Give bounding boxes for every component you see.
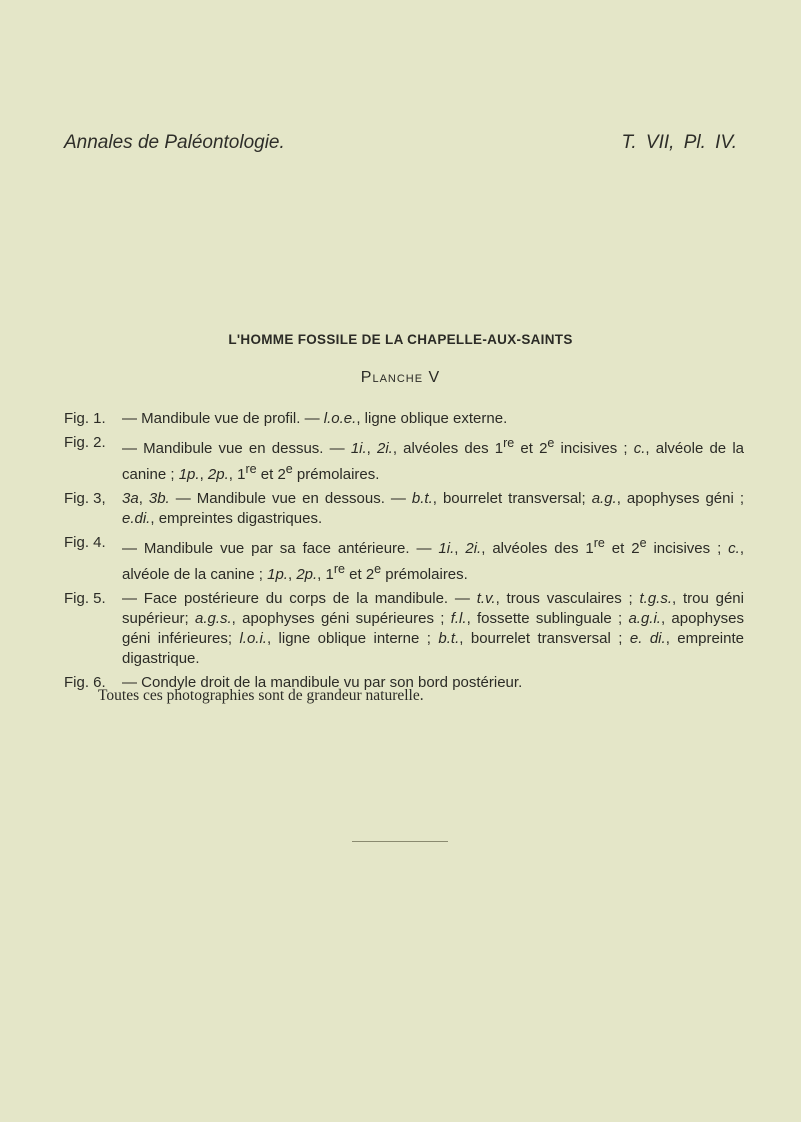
plate-subtitle: Planche V (360, 369, 441, 386)
figure-caption (64, 433, 744, 485)
figure-description: — Mandibule vue par sa face antérieure. — 1i., 2i., alvéoles des 1re et 2e incisives ; c., alvéole de la canine ; 1p., 2p., 1re et 2e prémolaires. (122, 536, 745, 583)
figure-description: — Face postérieure du corps de la mandibule. — t.v., trous vasculaires ; t.g.s., trou géni supérieur; a.g.s., apophyses géni supérieures ; f.l., fossette sublinguale ; a.g.i., apophyses géni inférieures; l.o.i., ligne oblique interne ; b.t., bourrelet transversal ; e. di., empreinte digastrique. (122, 590, 744, 667)
figure-label: Fig. 3, (64, 490, 106, 507)
figure-label: Fig. 1. (64, 410, 106, 427)
figure-captions (64, 409, 744, 697)
figure-description: — Mandibule vue en dessus. — 1i., 2i., alvéoles des 1re et 2e incisives ; c., alvéole de la canine ; 1p., 2p., 1re et 2e prémolaires. (122, 436, 744, 483)
divider-rule (352, 841, 448, 842)
figure-description: — Condyle droit de la mandibule vu par son bord postérieur. (122, 674, 523, 691)
figure-label: Fig. 5. (64, 590, 106, 607)
figure-description: — Mandibule vue de profil. — l.o.e., ligne oblique externe. (122, 410, 508, 427)
figure-label: Fig. 2. (64, 434, 106, 451)
footer-note: Toutes ces photographies sont de grandeur naturelle. (98, 687, 424, 704)
figure-description: 3a, 3b. — Mandibule vue en dessous. — b.t., bourrelet transversal; a.g., apophyses géni ; e.di., empreintes digastriques. (122, 490, 744, 527)
figure-caption (64, 409, 744, 429)
journal-title: Annales de Paléontologie. (64, 132, 285, 153)
plate-title: L'HOMME FOSSILE DE LA CHAPELLE-AUX-SAINTS (228, 332, 573, 347)
figure-caption (64, 533, 744, 585)
figure-caption (64, 589, 744, 669)
plate-reference: T. VII, Pl. IV. (621, 132, 737, 153)
figure-label: Fig. 6. (64, 674, 106, 691)
figure-caption (64, 489, 744, 529)
figure-label: Fig. 4. (64, 534, 106, 551)
